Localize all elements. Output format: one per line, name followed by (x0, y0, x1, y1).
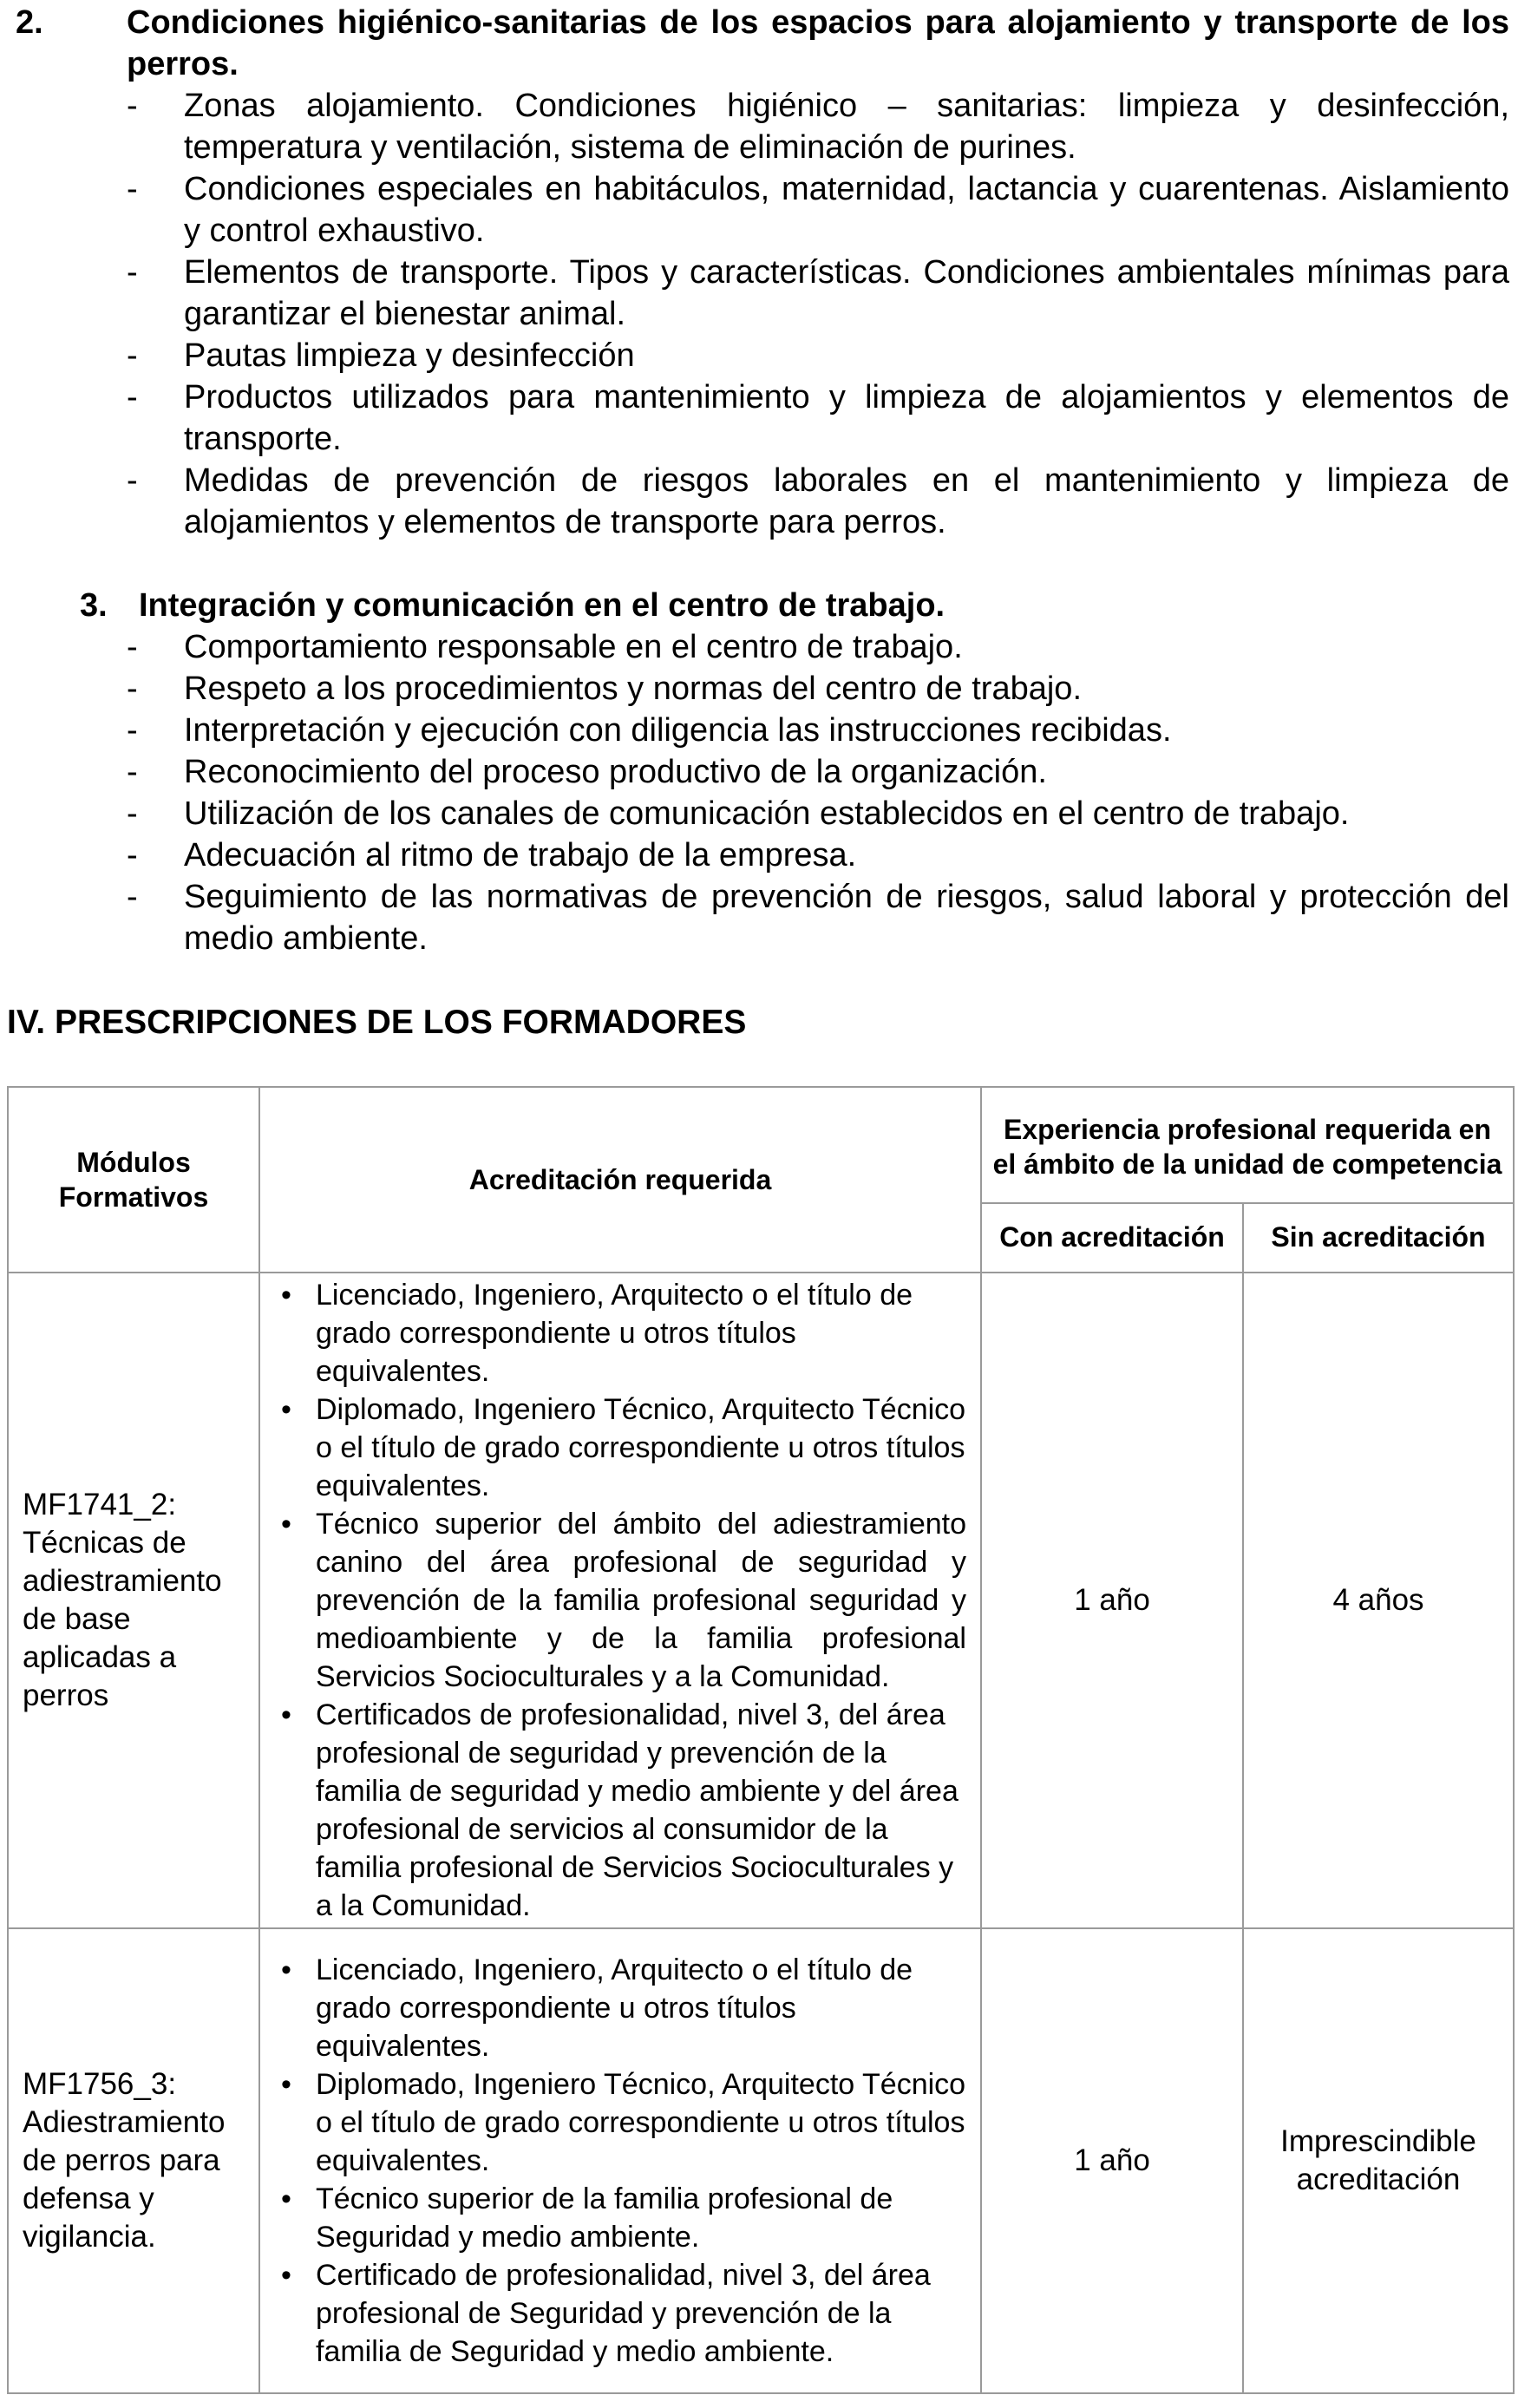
table-row (8, 1928, 1514, 2393)
list-item: - Comportamiento responsable en el centro de trabajo. (127, 626, 1509, 668)
requirements-list (271, 1276, 966, 1925)
header-experiencia: Experiencia profesional requerida en el ámbito de la unidad de competencia (981, 1087, 1514, 1203)
section-2-heading (16, 2, 1509, 85)
list-item: - Utilización de los canales de comunicación establecidos en el centro de trabajo. (127, 793, 1509, 834)
con-acreditacion-value: 1 año (981, 1273, 1243, 1928)
section-3-title: Integración y comunicación en el centro de trabajo. (139, 587, 945, 624)
list-item: - Pautas limpieza y desinfección (127, 335, 1509, 376)
sin-acreditacion-value: 4 años (1243, 1273, 1514, 1928)
list-item: - Zonas alojamiento. Condiciones higiénico – sanitarias: limpieza y desinfección, temperatura y ventilación, sistema de eliminación de purines. (127, 85, 1509, 168)
module-cell: MF1756_3: Adiestramiento de perros para defensa y vigilancia. (8, 1928, 259, 2393)
table-header-row (8, 1087, 1514, 1203)
list-item: • Diplomado, Ingeniero Técnico, Arquitecto Técnico o el título de grado correspondiente u otros títulos equivalentes. (271, 2065, 966, 2180)
requirements-cell (259, 1928, 981, 2393)
section-3-number: 3. (80, 587, 108, 624)
list-item: - Respeto a los procedimientos y normas del centro de trabajo. (127, 668, 1509, 710)
header-con-acreditacion: Con acreditación (981, 1203, 1243, 1273)
list-item: - Reconocimiento del proceso productivo de la organización. (127, 751, 1509, 793)
list-item: - Productos utilizados para mantenimiento y limpieza de alojamientos y elementos de transporte. (127, 376, 1509, 460)
list-item: • Licenciado, Ingeniero, Arquitecto o el título de grado correspondiente u otros títulos equivalentes. (271, 1951, 966, 2065)
header-sin-acreditacion: Sin acreditación (1243, 1203, 1514, 1273)
section-2-number: 2. (16, 4, 43, 41)
requirements-cell (259, 1273, 981, 1928)
section-3-list (127, 626, 1509, 959)
list-item: - Seguimiento de las normativas de prevención de riesgos, salud laboral y protección del medio ambiente. (127, 876, 1509, 959)
section-iv-heading: IV. PRESCRIPCIONES DE LOS FORMADORES (7, 1004, 747, 1041)
sin-acreditacion-value: Imprescindible acreditación (1243, 1928, 1514, 2393)
list-item: - Adecuación al ritmo de trabajo de la empresa. (127, 834, 1509, 876)
list-item: - Elementos de transporte. Tipos y características. Condiciones ambientales mínimas para garantizar el bienestar animal. (127, 252, 1509, 335)
list-item: - Medidas de prevención de riesgos laborales en el mantenimiento y limpieza de alojamientos y elementos de transporte para perros. (127, 460, 1509, 543)
list-item: • Licenciado, Ingeniero, Arquitecto o el título de grado correspondiente u otros títulos equivalentes. (271, 1276, 966, 1390)
header-modulos: Módulos Formativos (8, 1087, 259, 1273)
section-2-list (127, 85, 1509, 543)
section-2-title: Condiciones higiénico-sanitarias de los espacios para alojamiento y transporte de los perros. (127, 4, 1509, 82)
section-2 (16, 2, 1509, 543)
list-item: • Certificado de profesionalidad, nivel 3, del área profesional de Seguridad y prevención de la familia de Seguridad y medio ambiente. (271, 2256, 966, 2371)
list-item: • Diplomado, Ingeniero Técnico, Arquitecto Técnico o el título de grado correspondiente u otros títulos equivalentes. (271, 1390, 966, 1505)
section-3 (80, 585, 1509, 959)
requirements-list (271, 1951, 966, 2371)
trainers-prescriptions-table (7, 1086, 1515, 2394)
list-item: - Condiciones especiales en habitáculos, maternidad, lactancia y cuarentenas. Aislamiento y control exhaustivo. (127, 168, 1509, 252)
header-acreditacion: Acreditación requerida (259, 1087, 981, 1273)
section-3-heading (80, 585, 1509, 626)
list-item: • Certificados de profesionalidad, nivel 3, del área profesional de seguridad y prevención de la familia de seguridad y medio ambiente y del área profesional de servicios al consumidor de la familia profesional de Servicios Socioculturales y a la Comunidad. (271, 1696, 966, 1925)
list-item: • Técnico superior del ámbito del adiestramiento canino del área profesional de seguridad y prevención de la familia profesional seguridad y medioambiente y de la familia profesional Servicios Socioculturales y a la Comunidad. (271, 1505, 966, 1696)
table-row (8, 1273, 1514, 1928)
con-acreditacion-value: 1 año (981, 1928, 1243, 2393)
list-item: - Interpretación y ejecución con diligencia las instrucciones recibidas. (127, 710, 1509, 751)
module-cell: MF1741_2: Técnicas de adiestramiento de base aplicadas a perros (8, 1273, 259, 1928)
list-item: • Técnico superior de la familia profesional de Seguridad y medio ambiente. (271, 2180, 966, 2256)
